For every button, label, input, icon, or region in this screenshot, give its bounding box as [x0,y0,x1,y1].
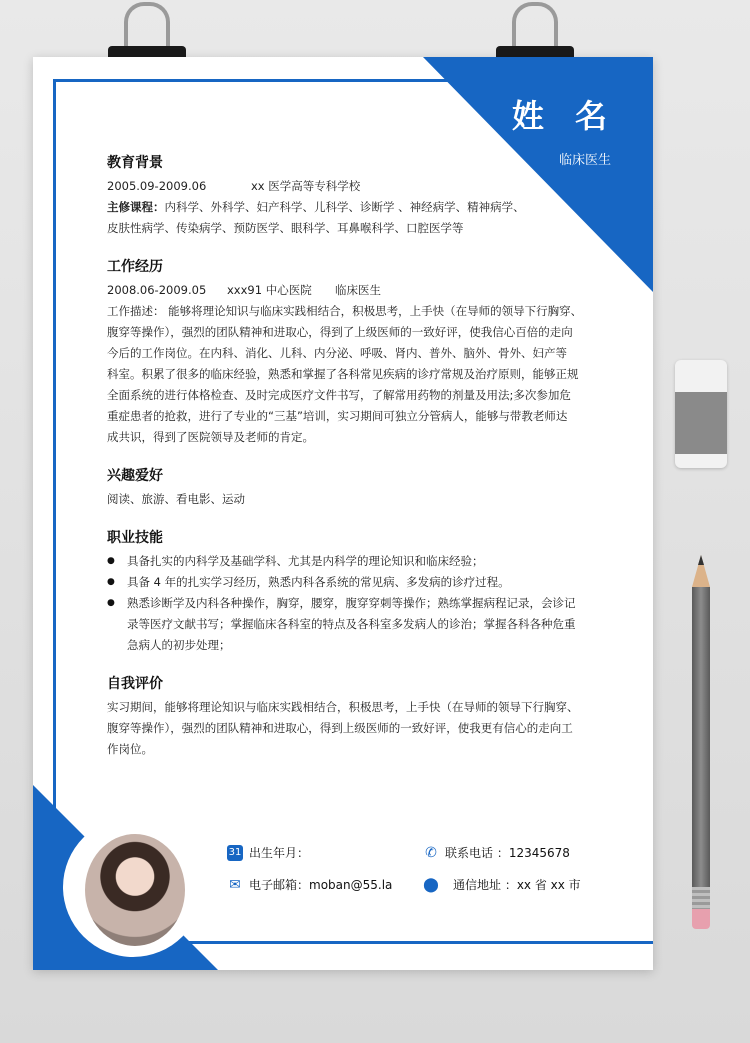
frame-line-bottom [183,941,653,944]
calendar-icon: 31 [227,845,243,861]
self-eval-line: 腹穿等操作），强烈的团队精神和进取心，得到上级医师的一致好评，使我更有信心的走向工 [107,721,573,735]
education-row [107,176,607,197]
work-desc-line: 全面系统的进行体格检查、及时完成医疗文件书写，了解常用药物的剂量及用法;多次参加危 [107,388,571,402]
hobbies-text: 阅读、旅游、看电影、运动 [107,492,245,506]
work-hospital: xxx91 中心医院 [227,283,312,297]
frame-line-top [53,79,613,82]
education-courses [107,197,607,218]
skills-list [107,551,607,656]
self-eval-title: 自我评价 [107,676,163,692]
email-label: 电子邮箱：moban@55.la [249,878,393,892]
candidate-name: 姓 名 [511,97,617,135]
birth-contact [227,844,309,861]
work-desc-line: 成共识，得到了医院领导及老师的肯定。 [107,430,314,444]
work-desc-line: 腹穿等操作），强烈的团队精神和进取心，得到了上级医师的一致好评，使我信心百倍的走向 [107,325,573,339]
courses-label: 主修课程： [107,200,165,214]
birth-label: 出生年月： [249,846,310,860]
address-label: 通信地址 ：xx 省 xx 市 [453,878,581,892]
self-eval-line: 实习期间，能够将理论知识与临床实践相结合，积极思考，上手快（在导师的领导下行胸穿、 [107,700,579,714]
work-role: 临床医生 [335,283,381,297]
phone-icon: ✆ [425,844,437,861]
avatar [85,834,185,946]
location-pin-icon: ⬤ [423,876,439,893]
hobbies-title: 兴趣爱好 [107,468,163,484]
education-school: xx 医学高等专科学校 [251,179,361,193]
skill-line: ● 熟悉诊断学及内科各种操作，胸穿，腰穿，腹穿穿刺等操作；熟练掌握病程记录，会诊记 [127,596,576,610]
skill-line: 急病人的初步处理； [127,638,231,652]
address-contact [423,876,581,893]
work-row [107,280,607,301]
work-desc-line: 工作描述： 能够将理论知识与临床实践相结合，积极思考，上手快（在导师的领导下行胸穿、 [107,304,583,318]
courses-line-1: 内科学、外科学、妇产科学、儿科学、诊断学 、神经病学、精神病学、 [164,200,525,214]
resume-content [107,153,607,760]
work-desc-line: 今后的工作岗位。在内科、消化、儿科、内分泌、呼吸、肾内、普外、脑外、骨外、妇产等 [107,346,567,360]
pencil [686,555,716,945]
phone-contact [423,844,570,861]
work-desc-line: 重症患者的抢救，进行了专业的“三基”培训，实习期间可独立分管病人，能够与带教老师达 [107,409,568,423]
education-title: 教育背景 [107,155,163,171]
email-contact [227,876,392,893]
skill-line: ● 具备扎实的内科学及基础学科、尤其是内科学的理论知识和临床经验； [127,554,484,568]
skill-item [107,593,607,656]
education-period: 2005.09-2009.06 [107,179,207,193]
resume-sheet [33,57,653,970]
frame-line-left [53,79,56,819]
skill-item [107,551,607,572]
self-eval-line: 作岗位。 [107,742,153,756]
job-title: 临床医生 [558,153,611,168]
work-period: 2008.06-2009.05 [107,283,207,297]
skills-title: 职业技能 [107,530,163,546]
eraser [675,360,727,468]
courses-line-2: 皮肤性病学、传染病学、预防医学、眼科学、耳鼻喉科学、口腔医学等 [107,221,464,235]
work-desc-line: 科室。积累了很多的临床经验，熟悉和掌握了各科常见疾病的诊疗常规及治疗原则，能够正规 [107,367,579,381]
skill-line: ● 具备 4 年的扎实学习经历，熟悉内科各系统的常见病、多发病的诊疗过程。 [127,575,510,589]
skill-item [107,572,607,593]
mail-icon: ✉ [229,876,241,893]
skill-line: 录等医疗文献书写；掌握临床各科室的特点及各科室多发病人的诊治；掌握各科各种危重 [127,617,576,631]
phone-label: 联系电话 ：12345678 [445,846,570,860]
work-title: 工作经历 [107,259,163,275]
